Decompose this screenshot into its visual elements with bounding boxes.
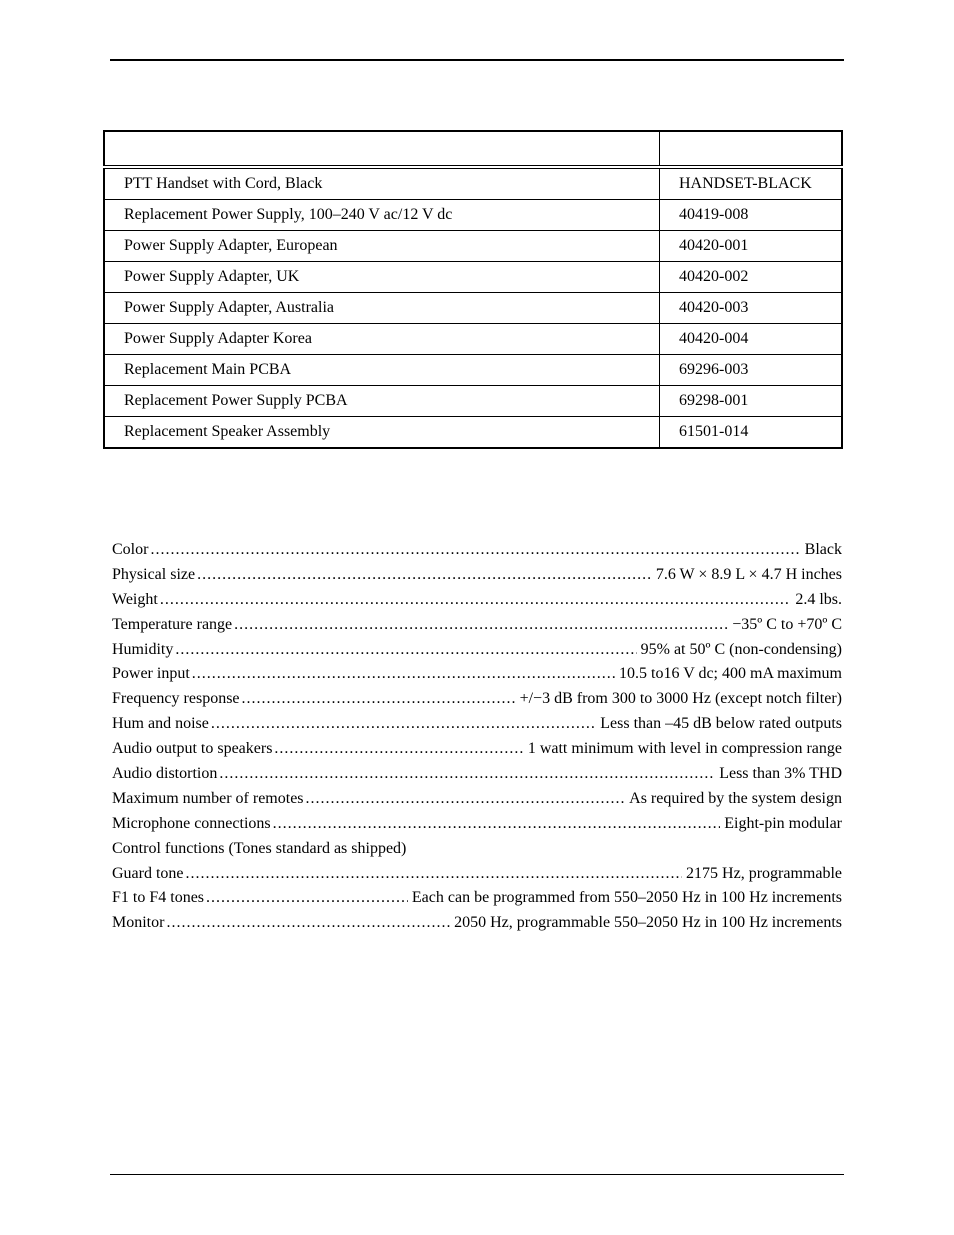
spec-row — [112, 886, 842, 911]
dot-leader — [273, 812, 721, 837]
dot-leader — [186, 862, 683, 887]
spec-label: Maximum number of remotes — [112, 789, 304, 807]
spec-label: Weight — [112, 590, 158, 608]
part-number: 40419-008 — [660, 200, 843, 231]
dot-leader — [197, 563, 652, 588]
spec-label: Guard tone — [112, 864, 184, 882]
part-number: 40420-001 — [660, 231, 843, 262]
spec-row — [112, 662, 842, 687]
spec-row — [112, 687, 842, 712]
spec-row — [112, 538, 842, 563]
spec-label: Audio distortion — [112, 765, 218, 783]
table-row — [104, 386, 842, 417]
control-functions-heading: Control functions (Tones standard as shipped) — [112, 839, 407, 857]
table-row — [104, 324, 842, 355]
table-row — [104, 167, 842, 200]
spec-value: As required by the system design — [629, 789, 842, 807]
spec-label: Humidity — [112, 640, 174, 658]
spec-value: 7.6 W × 8.9 L × 4.7 H inches — [655, 565, 842, 583]
table-row — [104, 293, 842, 324]
part-number: 61501-014 — [660, 417, 843, 449]
part-number: HANDSET-BLACK — [660, 167, 843, 200]
table-row — [104, 231, 842, 262]
spec-value: Less than 3% THD — [719, 765, 842, 783]
spec-label: F1 to F4 tones — [112, 889, 205, 907]
table-row — [104, 417, 842, 449]
parts-table — [103, 130, 843, 449]
dot-leader — [150, 538, 800, 563]
table-row — [104, 355, 842, 386]
spec-label: Color — [112, 541, 149, 558]
spec-value: +/−3 dB from 300 to 3000 Hz (except notch filter) — [519, 690, 842, 708]
specifications-list — [112, 538, 842, 936]
footer-rule — [110, 1174, 844, 1175]
part-number: 40420-004 — [660, 324, 843, 355]
spec-label: Physical size — [112, 565, 196, 583]
parts-table-header-row — [104, 131, 842, 167]
spec-label: Audio output to speakers — [112, 740, 273, 758]
header-rule — [110, 59, 844, 61]
spec-value: 2.4 lbs. — [795, 590, 842, 608]
dot-leader — [166, 911, 450, 936]
spec-value: Each can be programmed from 550–2050 Hz in 100 Hz increments — [411, 889, 842, 907]
spec-row — [112, 762, 842, 787]
spec-label: Temperature range — [112, 615, 233, 633]
table-row — [104, 262, 842, 293]
part-description: Replacement Power Supply PCBA — [104, 386, 660, 417]
spec-value: 1 watt minimum with level in compression range — [527, 740, 842, 758]
dot-leader — [234, 613, 728, 638]
spec-value: 95% at 50º C (non-condensing) — [640, 640, 842, 658]
spec-row — [112, 613, 842, 638]
part-description: Power Supply Adapter Korea — [104, 324, 660, 355]
dot-leader — [160, 588, 792, 613]
spec-row — [112, 712, 842, 737]
part-number: 69298-001 — [660, 386, 843, 417]
header-description — [104, 131, 660, 167]
spec-value: 2050 Hz, programmable 550–2050 Hz in 100 Hz increments — [454, 914, 842, 932]
part-description: PTT Handset with Cord, Black — [104, 167, 660, 200]
spec-row — [112, 911, 842, 936]
dot-leader — [219, 762, 715, 787]
part-number: 40420-003 — [660, 293, 843, 324]
dot-leader — [175, 638, 636, 663]
dot-leader — [306, 787, 626, 812]
spec-label: Hum and noise — [112, 715, 209, 733]
dot-leader — [274, 737, 523, 762]
spec-label: Power input — [112, 665, 190, 683]
part-description: Power Supply Adapter, UK — [104, 262, 660, 293]
part-description: Replacement Speaker Assembly — [104, 417, 660, 449]
spec-value: 10.5 to16 V dc; 400 mA maximum — [619, 665, 842, 683]
dot-leader — [242, 687, 516, 712]
spec-row — [112, 787, 842, 812]
spec-value: −35º C to +70º C — [732, 615, 842, 633]
part-description: Replacement Main PCBA — [104, 355, 660, 386]
part-number: 40420-002 — [660, 262, 843, 293]
spec-row — [112, 563, 842, 588]
dot-leader — [192, 662, 615, 687]
spec-group-control — [112, 862, 842, 937]
spec-label: Monitor — [112, 914, 165, 932]
spec-row — [112, 588, 842, 613]
spec-value: Less than –45 dB below rated outputs — [600, 715, 842, 733]
spec-row — [112, 737, 842, 762]
dot-leader — [206, 886, 408, 911]
part-description: Power Supply Adapter, European — [104, 231, 660, 262]
spec-row — [112, 638, 842, 663]
spec-value: 2175 Hz, programmable — [686, 864, 842, 882]
part-number: 69296-003 — [660, 355, 843, 386]
part-description: Replacement Power Supply, 100–240 V ac/12 V dc — [104, 200, 660, 231]
parts-table-body — [104, 167, 842, 448]
spec-value: Eight-pin modular — [724, 814, 842, 832]
table-row — [104, 200, 842, 231]
header-part-number — [660, 131, 843, 167]
spec-value: Black — [804, 541, 842, 558]
dot-leader — [211, 712, 596, 737]
spec-label: Frequency response — [112, 690, 240, 708]
spec-label: Microphone connections — [112, 814, 271, 832]
spec-group-general — [112, 538, 842, 837]
spec-row — [112, 862, 842, 887]
part-description: Power Supply Adapter, Australia — [104, 293, 660, 324]
spec-row — [112, 812, 842, 837]
